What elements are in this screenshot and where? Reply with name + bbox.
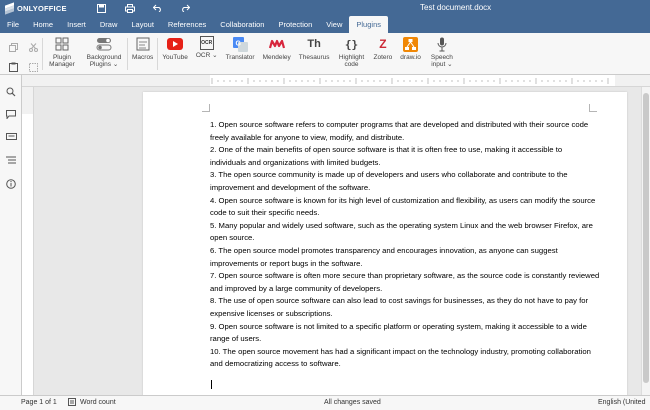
document-title: Test document.docx <box>420 3 492 12</box>
highlight-glyph: {} <box>344 37 359 51</box>
word-count-button[interactable] <box>68 398 116 406</box>
vertical-ruler[interactable] <box>22 87 34 395</box>
plugin-manager-label: Plugin Manager <box>49 54 75 68</box>
scrollbar-thumb[interactable] <box>643 93 649 383</box>
paragraph[interactable]: 10. The open source movement has had a significant impact on the technology industry, promoting collaboration and democratizing access to software. <box>210 346 591 369</box>
paragraph[interactable]: 8. The use of open source software can also lead to cost savings for businesses, as they do not have to pay for expensive licenses or subscriptions. <box>210 296 589 318</box>
app-name: ONLYOFFICE <box>17 3 67 13</box>
thesaurus-glyph: Th <box>307 38 321 50</box>
paragraph[interactable]: 7. Open source software is often more secure than proprietary software, as the source code is constantly reviewed and improved by a large community of developers. <box>210 271 600 293</box>
margin-marker <box>202 104 210 112</box>
drawio-label: draw.io <box>400 54 421 61</box>
thesaurus-icon <box>306 36 322 52</box>
zotero-label: Zotero <box>373 54 393 61</box>
ocr-glyph: OCR <box>201 40 213 46</box>
left-sidebar <box>0 75 22 395</box>
status-bar <box>0 395 650 410</box>
paste-icon[interactable] <box>3 57 23 77</box>
translator-button[interactable] <box>222 33 259 74</box>
tab-view[interactable]: View <box>326 20 343 29</box>
thesaurus-button[interactable] <box>295 33 334 74</box>
highlight-code-icon <box>344 36 360 52</box>
youtube-label: YouTube <box>162 54 188 61</box>
paragraph[interactable]: 4. Open source software is known for its high level of customization and flexibility, as users can modify the source code to suit their specific needs. <box>210 195 596 218</box>
tab-draw[interactable]: Draw <box>99 20 118 29</box>
print-icon[interactable] <box>123 2 137 14</box>
tab-plugins[interactable]: Plugins <box>349 16 388 33</box>
menu-tabs <box>0 16 650 33</box>
comments-icon[interactable] <box>0 103 22 126</box>
tab-layout[interactable]: Layout <box>131 20 154 29</box>
speech-input-label: Speech input ⌄ <box>430 54 453 68</box>
document-page[interactable] <box>143 92 627 395</box>
plugin-manager-icon <box>54 36 70 52</box>
youtube-button[interactable] <box>158 33 192 74</box>
tab-protection[interactable]: Protection <box>278 20 313 29</box>
ruler-ticks <box>22 75 650 87</box>
title-bar <box>0 0 650 16</box>
ocr-label: OCR ⌄ <box>195 52 218 59</box>
svg-text:G: G <box>235 40 241 47</box>
zotero-button[interactable] <box>370 33 397 74</box>
paragraph[interactable]: 2. One of the main benefits of open source software is that it is often free to use, making it accessible to individuals and organizations with limited budgets. <box>210 145 563 167</box>
language-selector[interactable]: English (United <box>598 399 646 406</box>
cut-icon[interactable] <box>23 37 43 57</box>
toolbar <box>0 33 650 75</box>
speech-input-button[interactable] <box>425 33 459 74</box>
translator-label: Translator <box>225 54 255 61</box>
paragraph[interactable]: 1. Open source software refers to computer programs that are developed and distributed with their source code freely available for anyone to view, modify, and distribute. <box>210 120 589 142</box>
highlight-code-button[interactable] <box>334 33 370 74</box>
tab-file[interactable]: File <box>7 20 20 29</box>
vertical-scrollbar[interactable] <box>641 87 650 395</box>
ruler-page-area <box>22 114 33 395</box>
paragraph[interactable]: 9. Open source software is not limited to a specific platform or operating system, making it accessible to a wide range of users. <box>210 321 587 344</box>
plugin-manager-button[interactable] <box>43 33 81 74</box>
about-icon[interactable] <box>0 172 22 195</box>
word-count-icon <box>68 398 76 406</box>
undo-icon[interactable] <box>151 2 165 14</box>
document-workspace[interactable] <box>35 87 650 395</box>
thesaurus-label: Thesaurus <box>298 54 330 61</box>
highlight-code-label: Highlight code <box>338 54 365 68</box>
chat-icon[interactable] <box>0 126 22 149</box>
text-cursor <box>211 380 212 389</box>
zotero-glyph: Z <box>379 37 387 51</box>
mendeley-button[interactable] <box>259 33 295 74</box>
ocr-icon <box>200 36 214 50</box>
onlyoffice-logo-icon <box>5 4 14 13</box>
page-indicator[interactable]: Page 1 of 1 <box>21 399 57 406</box>
horizontal-ruler[interactable] <box>22 75 650 87</box>
macros-icon <box>135 36 151 52</box>
copy-icon[interactable] <box>3 37 23 57</box>
select-all-icon[interactable] <box>23 57 43 77</box>
translator-icon <box>232 36 248 52</box>
paragraph[interactable]: 6. The open source model promotes transparency and encourages innovation, as anyone can suggest improvements or report bugs in the software. <box>210 245 558 268</box>
background-plugins-button[interactable] <box>81 33 127 74</box>
margin-marker <box>589 104 597 112</box>
macros-label: Macros <box>132 54 154 61</box>
paragraph[interactable]: 3. The open source community is made up of developers and users who collaborate and contribute to the improvement and development of the software. <box>210 170 568 192</box>
save-icon[interactable] <box>95 2 109 14</box>
zotero-icon <box>375 36 391 52</box>
mendeley-label: Mendeley <box>262 54 291 61</box>
search-icon[interactable] <box>0 80 22 103</box>
microphone-icon <box>434 36 450 52</box>
navigation-icon[interactable] <box>0 149 22 172</box>
redo-icon[interactable] <box>179 2 193 14</box>
toggle-icon <box>96 36 112 52</box>
document-body[interactable] <box>210 119 600 371</box>
drawio-icon <box>403 36 419 52</box>
clipboard-group <box>0 33 42 74</box>
quick-access <box>95 2 193 14</box>
drawio-button[interactable] <box>396 33 425 74</box>
tab-references[interactable]: References <box>167 20 207 29</box>
tab-collaboration[interactable]: Collaboration <box>220 20 265 29</box>
save-status: All changes saved <box>324 399 381 406</box>
mendeley-icon <box>269 36 285 52</box>
paragraph[interactable]: 5. Many popular and widely used software, such as the operating system Linux and the web browser Firefox, are open source. <box>210 220 593 243</box>
app-logo <box>0 4 67 13</box>
background-plugins-label: Background Plugins ⌄ <box>86 54 122 68</box>
tab-insert[interactable]: Insert <box>67 20 86 29</box>
word-count-label: Word count <box>80 398 116 406</box>
macros-button[interactable] <box>128 33 157 74</box>
tab-home[interactable]: Home <box>33 20 54 29</box>
youtube-icon <box>167 36 183 52</box>
ocr-button[interactable] <box>192 33 222 74</box>
